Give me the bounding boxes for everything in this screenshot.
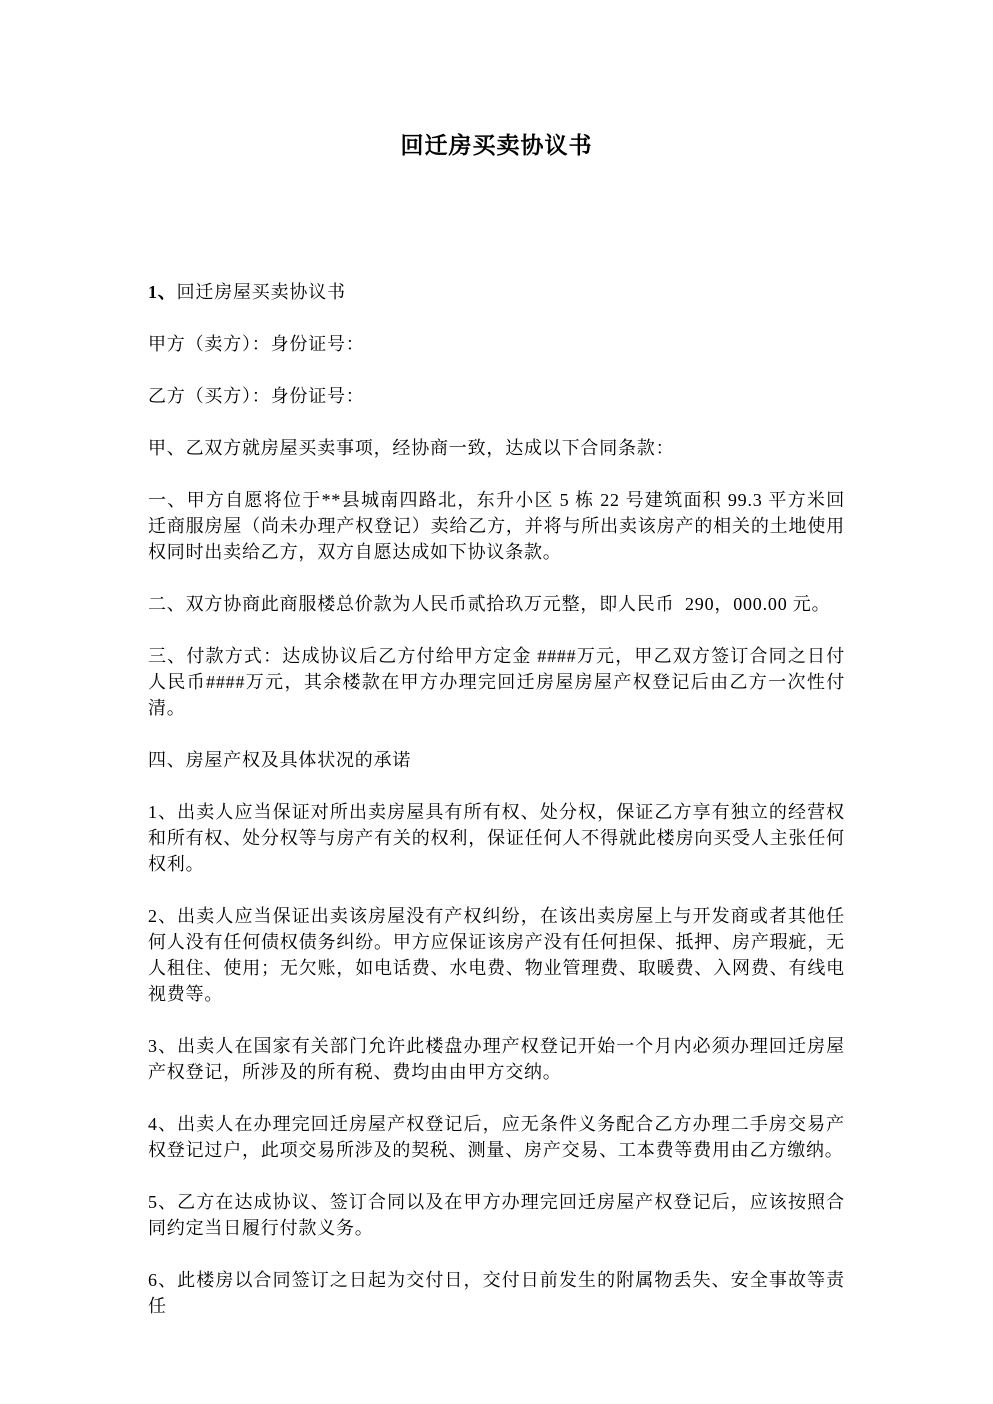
party-a-line: 甲方（卖方）：身份证号： bbox=[148, 334, 365, 354]
document-title: 回迁房买卖协议书 bbox=[400, 133, 593, 158]
party-b-line: 乙方（买方）：身份证号： bbox=[148, 386, 365, 406]
list-item-1-heading bbox=[148, 279, 845, 305]
clause-4-item-3: 3、出卖人在国家有关部门允许此楼盘办理产权登记开始一个月内必须办理回迁房屋产权登记，所涉及的所有税、费均由由甲方交纳。 bbox=[148, 1036, 845, 1082]
list-item-1-text: 回迁房屋买卖协议书 bbox=[176, 282, 346, 302]
clause-2-price: 二、双方协商此商服楼总价款为人民币贰拾玖万元整，即人民币 290，000.00 元。 bbox=[148, 594, 831, 614]
clause-4-item-1: 1、出卖人应当保证对所出卖房屋具有所有权、处分权，保证乙方享有独立的经营权和所有权、处分权等与房产有关的权利，保证任何人不得就此楼房向买受人主张任何权利。 bbox=[148, 802, 845, 874]
clause-1-property: 一、甲方自愿将位于**县城南四路北，东升小区 5 栋 22 号建筑面积 99.3 平方米回迁商服房屋（尚未办理产权登记）卖给乙方，并将与所出卖该房产的相关的土地使用权同时出卖给乙方，双方自愿达成如下协议条款。 bbox=[148, 490, 845, 562]
list-item-1-number: 1、 bbox=[148, 282, 177, 302]
document-body bbox=[148, 279, 845, 1319]
clause-4-item-2: 2、出卖人应当保证出卖该房屋没有产权纠纷，在该出卖房屋上与开发商或者其他任何人没有任何债权债务纠纷。甲方应保证该房产没有任何担保、抵押、房产瑕疵，无人租住、使用；无欠账，如电话费、水电费、物业管理费、取暖费、入网费、有线电视费等。 bbox=[148, 906, 845, 1004]
clause-4-item-4: 4、出卖人在办理完回迁房屋产权登记后，应无条件义务配合乙方办理二手房交易产权登记过户，此项交易所涉及的契税、测量、房产交易、工本费等费用由乙方缴纳。 bbox=[148, 1114, 845, 1160]
clause-3-payment: 三、付款方式：达成协议后乙方付给甲方定金 ####万元，甲乙双方签订合同之日付人民币####万元，其余楼款在甲方办理完回迁房屋房屋产权登记后由乙方一次性付清。 bbox=[148, 646, 845, 718]
clause-4-item-6: 6、此楼房以合同签订之日起为交付日，交付日前发生的附属物丢失、安全事故等责任 bbox=[148, 1270, 845, 1316]
preamble: 甲、乙双方就房屋买卖事项，经协商一致，达成以下合同条款： bbox=[148, 438, 675, 458]
clause-4-heading: 四、房屋产权及具体状况的承诺 bbox=[148, 750, 412, 770]
clause-4-item-5: 5、乙方在达成协议、签订合同以及在甲方办理完回迁房屋产权登记后，应该按照合同约定当日履行付款义务。 bbox=[148, 1192, 845, 1238]
